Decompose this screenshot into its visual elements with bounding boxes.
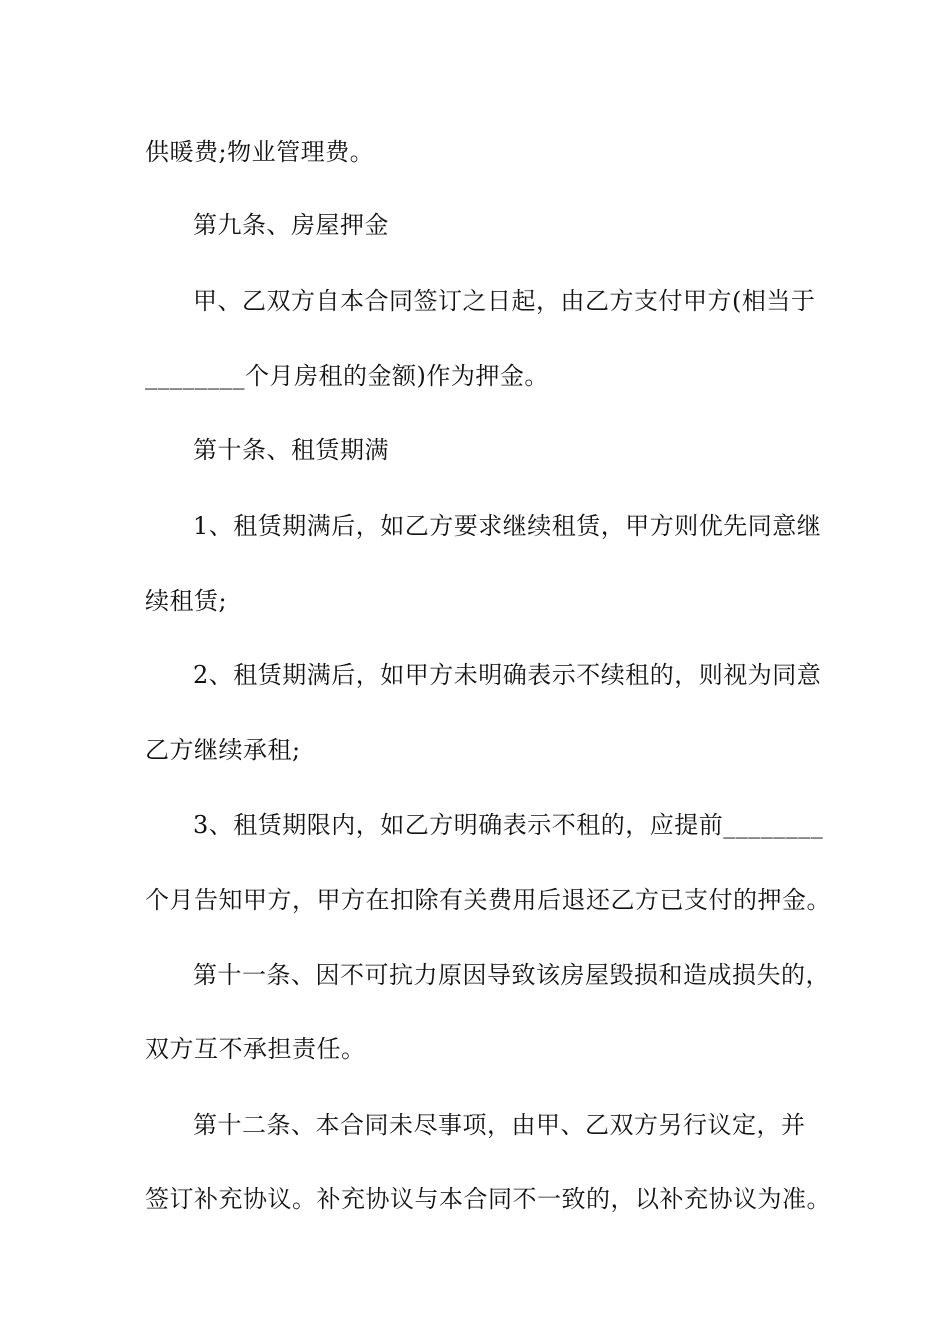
paragraph-line-clause-2a: 2、租赁期满后，如甲方未明确表示不续租的，则视为同意 — [193, 661, 822, 689]
paragraph-line-article-12a: 第十二条、本合同未尽事项，由甲、乙双方另行议定，并 — [193, 1111, 806, 1139]
paragraph-line-clause-3b: 个月告知甲方，甲方在扣除有关费用后退还乙方已支付的押金。 — [145, 886, 831, 914]
paragraph-line-clause-1a: 1、租赁期满后，如乙方要求继续租赁，甲方则优先同意继 — [193, 512, 822, 540]
paragraph-line-fees: 供暖费;物业管理费。 — [145, 138, 375, 166]
paragraph-line-clause-1b: 续租赁; — [145, 587, 228, 615]
heading-article-9: 第九条、房屋押金 — [193, 211, 389, 239]
paragraph-line-article-11a: 第十一条、因不可抗力原因导致该房屋毁损和造成损失的， — [193, 961, 830, 989]
paragraph-line-deposit-2: ________个月房租的金额)作为押金。 — [145, 362, 549, 390]
heading-article-10: 第十条、租赁期满 — [193, 436, 389, 464]
paragraph-line-article-11b: 双方互不承担责任。 — [145, 1035, 366, 1063]
paragraph-line-clause-3a: 3、租赁期限内，如乙方明确表示不租的，应提前________ — [193, 811, 824, 839]
paragraph-line-clause-2b: 乙方继续承租; — [145, 736, 301, 764]
paragraph-line-article-12b: 签订补充协议。补充协议与本合同不一致的，以补充协议为准。 — [145, 1185, 831, 1213]
paragraph-line-deposit-1: 甲、乙双方自本合同签订之日起，由乙方支付甲方(相当于 — [193, 287, 816, 315]
